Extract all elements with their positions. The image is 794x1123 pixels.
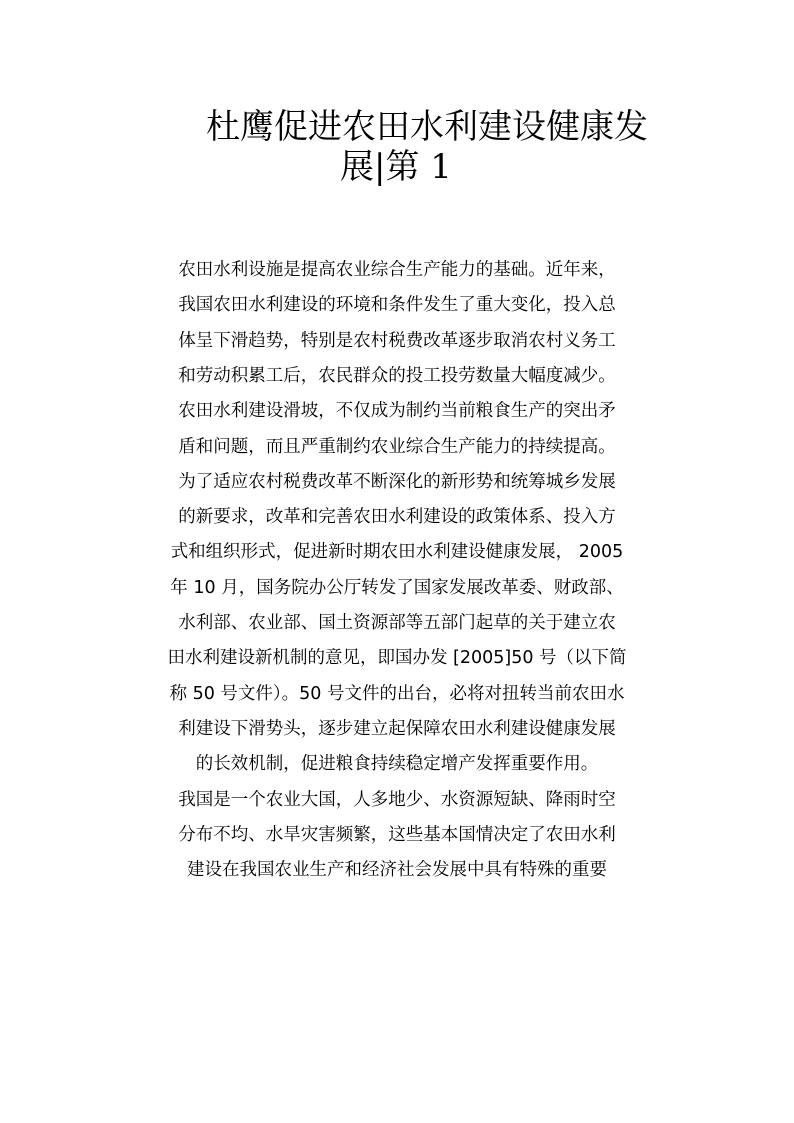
paragraph-line: 水利部、农业部、国土资源部等五部门起草的关于建立农 <box>178 613 616 633</box>
paragraph-line: 建设在我国农业生产和经济社会发展中具有特殊的重要 <box>187 860 607 881</box>
paragraph-line: 称 50 号文件）。50 号文件的出台，必将对扭转当前农田水 <box>169 683 625 704</box>
paragraph-line: 分布不均、水旱灾害频繁，这些基本国情决定了农田水利 <box>178 824 616 845</box>
paragraph-line: 体呈下滑趋势，特别是农村税费改革逐步取消农村义务工 <box>178 330 616 351</box>
paragraph-line: 式和组织形式，促进新时期农田水利建设健康发展， 2005 <box>170 542 624 563</box>
document-title-line-2: 展|第 1 <box>340 147 452 187</box>
paragraph-line: 盾和问题，而且严重制约农业综合生产能力的持续提高。 <box>178 436 616 457</box>
paragraph-line: 田水利建设新机制的意见，即国办发 [2005]50 号（以下简 <box>167 648 627 669</box>
paragraph-line: 为了适应农村税费改革不断深化的新形势和统筹城乡发展 <box>178 471 616 492</box>
paragraph-line: 我国是一个农业大国，人多地少、水资源短缺、降雨时空 <box>178 789 616 810</box>
paragraph-line: 和劳动积累工后，农民群众的投工投劳数量大幅度减少。 <box>178 365 616 386</box>
paragraph-line: 我国农田水利建设的环境和条件发生了重大变化，投入总 <box>178 295 616 316</box>
paragraph-line: 利建设下滑势头，逐步建立起保障农田水利建设健康发展 <box>178 718 616 739</box>
paragraph-line: 的长效机制，促进粮食持续稳定增产发挥重要作用。 <box>195 754 599 775</box>
paragraph-line: 年 10 月，国务院办公厅转发了国家发展改革委、财政部、 <box>170 577 624 598</box>
paragraph-line: 的新要求，改革和完善农田水利建设的政策体系、投入方 <box>178 507 616 528</box>
paragraph-line: 农田水利建设滑坡，不仅成为制约当前粮食生产的突出矛 <box>178 401 616 422</box>
paragraph-line: 农田水利设施是提高农业综合生产能力的基础。近年来， <box>178 260 616 280</box>
document-title-line-1: 杜鹰促进农田水利建设健康发 <box>206 107 648 147</box>
